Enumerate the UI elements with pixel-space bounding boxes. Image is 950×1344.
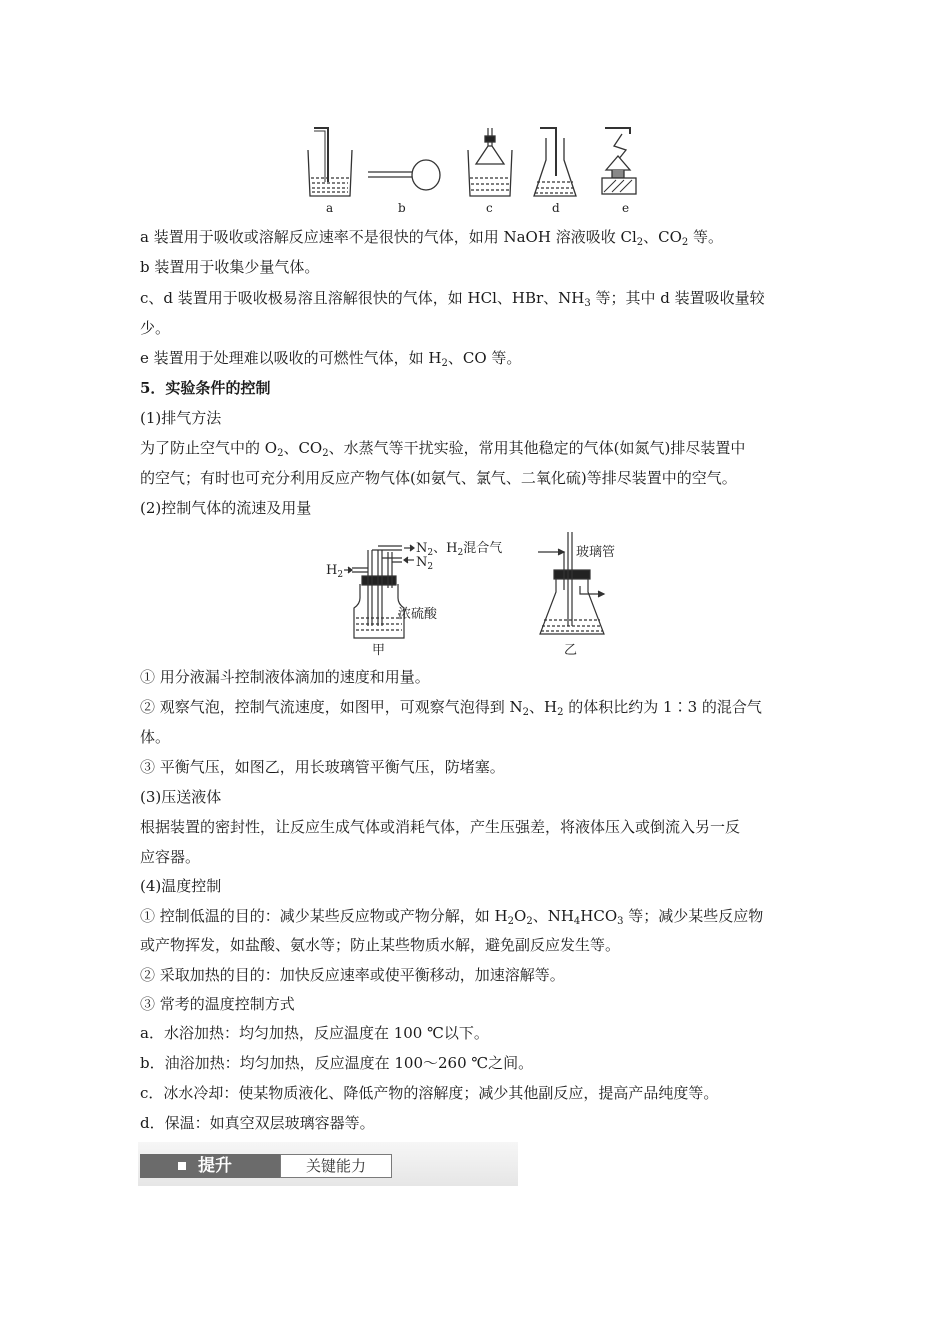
label-c: c	[486, 201, 493, 215]
paragraph-cd-line2: 少。	[140, 319, 171, 337]
label-h2: $H_2$	[326, 563, 344, 580]
banner-subtitle: 关键能力	[305, 1157, 366, 1175]
label-conc-sulfuric-acid: 浓硫酸	[398, 607, 438, 622]
option-b: b．油浴加热：均匀加热，反应温度在 100～260 ℃之间。	[140, 1054, 534, 1072]
label-n2: $N_2$	[416, 555, 434, 572]
label-a: a	[326, 201, 334, 215]
apparatus-c	[468, 128, 512, 196]
label-jia: 甲	[372, 643, 386, 658]
label-yi: 乙	[564, 643, 578, 658]
label-b: b	[398, 201, 406, 215]
paragraph-pressure-line2: 应容器。	[140, 848, 201, 866]
gas-flow-figure	[318, 530, 638, 660]
apparatus-a	[308, 128, 352, 196]
label-glass-tube: 玻璃管	[576, 545, 616, 560]
label-d: d	[552, 201, 560, 215]
absorption-apparatus-figure	[300, 120, 650, 220]
option-c: c．冰水冷却：使某物质液化、降低产物的溶解度；减少其他副反应，提高产品纯度等。	[140, 1084, 719, 1102]
section-banner	[138, 1142, 518, 1186]
apparatus-d	[534, 128, 576, 196]
paragraph-b: b 装置用于收集少量气体。	[140, 258, 320, 276]
item-3: ③ 平衡气压，如图乙，用长玻璃管平衡气压，防堵塞。	[140, 758, 505, 776]
paragraph-purge-line2: 的空气；有时也可充分利用反应产物气体(如氨气、氯气、二氧化硫)等排尽装置中的空气。	[140, 469, 737, 487]
item-4-line2: 或产物挥发，如盐酸、氨水等；防止某些物质水解，避免副反应发生等。	[140, 936, 621, 954]
square-bullet-icon	[178, 1162, 186, 1170]
apparatus-jia	[344, 545, 414, 638]
apparatus-b	[368, 160, 440, 190]
option-d: d．保温：如真空双层玻璃容器等。	[140, 1114, 375, 1132]
subheading-3: (3)压送液体	[140, 788, 222, 806]
paragraph-cd: c、d 装置用于吸收极易溶且溶解很快的气体，如 HCl、HBr、$NH_3$ 等；其中 d 装置吸收量较	[140, 289, 765, 309]
paragraph-purge: 为了防止空气中的 $O_2$、$CO_2$、水蒸气等干扰实验，常用其他稳定的气体(如氮气)排尽装置中	[140, 439, 746, 459]
label-e: e	[622, 201, 630, 215]
item-4: ① 控制低温的目的：减少某些反应物或产物分解，如 $H_2O_2$、$NH_4HCO_3$ 等；减少某些反应物	[140, 907, 764, 927]
item-2-line2: 体。	[140, 728, 171, 746]
item-5: ② 采取加热的目的：加快反应速率或使平衡移动，加速溶解等。	[140, 966, 565, 984]
label-mixture: $N_2$、$H_2$混合气	[416, 541, 503, 558]
subheading-1: (1)排气方法	[140, 409, 222, 427]
option-a: a．水浴加热：均匀加热，反应温度在 100 ℃以下。	[140, 1024, 489, 1042]
item-6: ③ 常考的温度控制方式	[140, 995, 295, 1013]
section-heading-5: 5．实验条件的控制	[140, 379, 271, 397]
apparatus-e	[602, 128, 636, 194]
item-2: ② 观察气泡，控制气流速度，如图甲，可观察气泡得到 $N_2$、$H_2$ 的体积比约为 1∶3 的混合气	[140, 698, 762, 718]
subheading-4: (4)温度控制	[140, 877, 222, 895]
paragraph-pressure: 根据装置的密封性，让反应生成气体或消耗气体，产生压强差，将液体压入或倒流入另一反	[140, 818, 741, 836]
paragraph-a: a 装置用于吸收或溶解反应速率不是很快的气体，如用 NaOH 溶液吸收 $Cl_2$、$CO_2$ 等。	[140, 228, 724, 248]
banner-title: 提升	[198, 1156, 232, 1176]
paragraph-e: e 装置用于处理难以吸收的可燃性气体，如 $H_2$、CO 等。	[140, 349, 522, 369]
item-1: ① 用分液漏斗控制液体滴加的速度和用量。	[140, 668, 430, 686]
subheading-2: (2)控制气体的流速及用量	[140, 499, 312, 517]
